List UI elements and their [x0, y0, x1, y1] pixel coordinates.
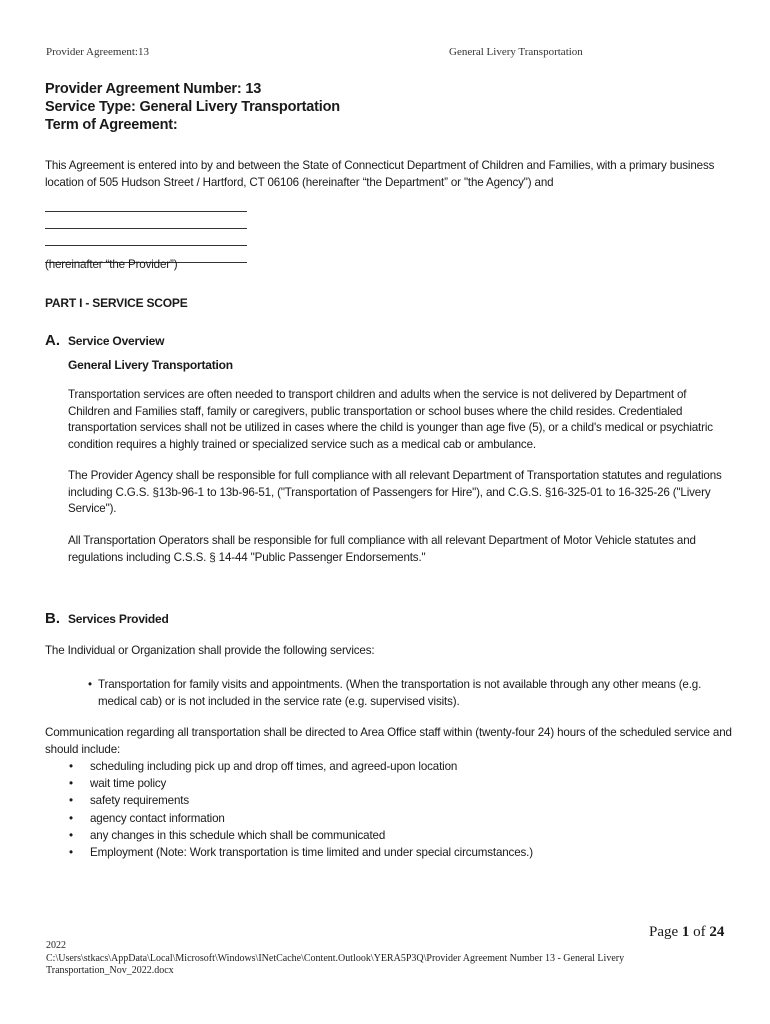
bullet-icon: • — [69, 845, 73, 859]
provider-name-blanks — [45, 195, 247, 263]
list-item — [45, 845, 533, 862]
bullet-icon: • — [69, 760, 73, 773]
current-page: 1 — [681, 924, 690, 940]
bullet-icon: • — [69, 794, 73, 808]
list-item-text: wait time policy — [90, 777, 167, 791]
service-type-title: Service Type: General Livery Transportation — [45, 99, 340, 115]
blank-line — [45, 229, 247, 246]
page-header-right: General Livery Transportation — [449, 46, 583, 58]
provider-note: (hereinafter “the Provider”) — [45, 258, 178, 271]
list-item — [45, 776, 533, 793]
page-word: Page — [649, 924, 679, 940]
section-a-subtitle: General Livery Transportation — [68, 358, 233, 372]
list-item — [45, 793, 533, 810]
total-pages: 24 — [709, 924, 725, 940]
section-a-heading — [45, 332, 164, 349]
services-intro: The Individual or Organization shall provide the following services: — [45, 644, 375, 657]
list-item-text: safety requirements — [90, 794, 189, 808]
section-letter: A. — [45, 332, 60, 349]
communication-paragraph: Communication regarding all transportation shall be directed to Area Office staff within (twenty-four 24) hours of the scheduled service and should include: — [45, 726, 732, 756]
blank-line — [45, 212, 247, 229]
intro-paragraph: This Agreement is entered into by and between the State of Connecticut Department of Children and Families, with a primary business location of 505 Hudson Street / Hartford, CT 06106 (hereinafter “the Department” or "the Agency") and — [45, 159, 715, 189]
list-item-text: Transportation for family visits and appointments. (When the transportation is not available through any other means (e.g. medical cab) or is not included in the service rate (e.g. supervised visits). — [98, 678, 702, 708]
page-header-left: Provider Agreement:13 — [46, 46, 149, 58]
list-item-text: any changes in this schedule which shall be communicated — [90, 828, 386, 842]
overview-paragraph: All Transportation Operators shall be responsible for full compliance with all relevant Department of Motor Vehicle statutes and regulations including C.S.S. § 14-44 "Public Passenger Endorsements." — [68, 534, 696, 564]
term-title: Term of Agreement: — [45, 117, 178, 133]
page-footer — [46, 940, 666, 978]
bullet-icon: • — [69, 828, 73, 842]
agreement-title-block — [45, 80, 725, 134]
communication-list — [45, 759, 533, 862]
list-item-text: Employment (Note: Work transportation is time limited and under special circumstances.) — [90, 845, 533, 859]
bullet-icon: • — [69, 811, 73, 825]
footer-year: 2022 — [46, 940, 66, 951]
section-letter: B. — [45, 610, 60, 627]
agreement-number-title: Provider Agreement Number: 13 — [45, 81, 262, 97]
list-item-text: scheduling including pick up and drop off times, and agreed-upon location — [90, 760, 458, 773]
bullet-icon: • — [69, 777, 73, 791]
list-item — [45, 828, 533, 845]
of-word: of — [693, 924, 706, 940]
section-title: Service Overview — [68, 334, 165, 348]
bullet-icon: • — [88, 678, 92, 691]
list-item-text: agency contact information — [90, 811, 225, 825]
overview-paragraph: Transportation services are often needed to transport children and adults when the service is not delivered by Department of Children and Families staff, family or caregivers, public transportation or school buses where the child resides. Credentialed transportation services shall not be utilized in cases where the child is younger than age five (5), or a child's medical or psychiatric condition requires a highly trained or specialized service such as a medical cab or ambulance. — [68, 388, 713, 451]
footer-file-path: C:\Users\stkacs\AppData\Local\Microsoft\Windows\INetCache\Content.Outlook\YERA5P3Q\Provider Agreement Number 13 - General Livery Transportation_Nov_2022.docx — [46, 952, 625, 976]
list-item — [45, 811, 533, 828]
blank-line — [45, 195, 247, 212]
section-title: Services Provided — [68, 612, 169, 626]
page-number — [649, 924, 724, 941]
list-item — [45, 759, 533, 776]
overview-paragraph: The Provider Agency shall be responsible for full compliance with all relevant Department of Transportation statutes and regulations including C.G.S. §13b-96-1 to 13b-96-51, ("Transportation of Passengers for Hire"), and C.G.S. §16-325-01 to 16-325-26 ("Livery Service"). — [68, 469, 722, 515]
list-item — [88, 677, 728, 710]
section-b-heading — [45, 610, 169, 627]
part-heading: PART I - SERVICE SCOPE — [45, 296, 188, 310]
